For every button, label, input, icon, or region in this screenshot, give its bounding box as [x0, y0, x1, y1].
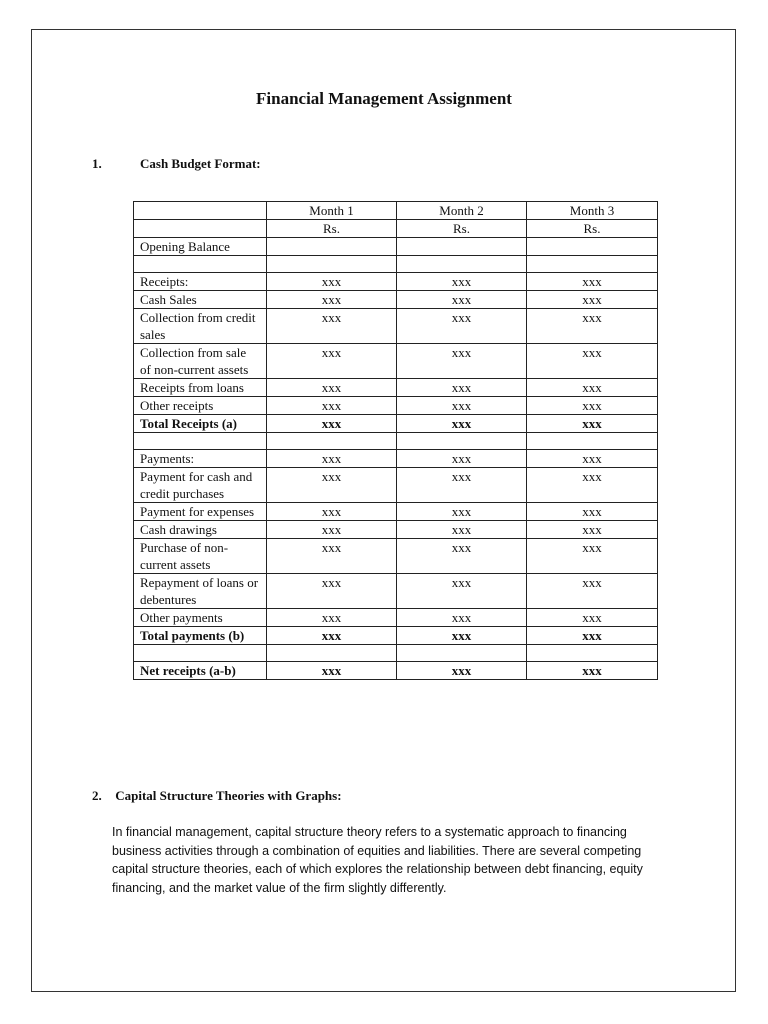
row-value-month-3 [527, 238, 658, 256]
row-label: Collection from sale of non-current assets [134, 344, 267, 379]
row-value-month-2 [397, 256, 527, 273]
table-row [134, 450, 658, 468]
row-value-month-3: xxx [527, 415, 658, 433]
table-row [134, 521, 658, 539]
row-value-month-2: xxx [397, 450, 527, 468]
row-label: Receipts: [134, 273, 267, 291]
row-value-month-2: xxx [397, 309, 527, 344]
table-row [134, 291, 658, 309]
document-title: Financial Management Assignment [256, 89, 512, 108]
row-value-month-2: xxx [397, 521, 527, 539]
row-value-month-2: xxx [397, 609, 527, 627]
row-value-month-2: xxx [397, 468, 527, 503]
units-cell-blank [134, 220, 267, 238]
row-value-month-1: xxx [267, 539, 397, 574]
row-value-month-2: xxx [397, 627, 527, 645]
units-month-1: Rs. [267, 220, 397, 238]
row-value-month-1: xxx [267, 415, 397, 433]
row-value-month-1: xxx [267, 521, 397, 539]
row-value-month-2: xxx [397, 291, 527, 309]
table-row [134, 256, 658, 273]
row-value-month-1: xxx [267, 309, 397, 344]
row-value-month-2 [397, 433, 527, 450]
table-row [134, 415, 658, 433]
row-value-month-3: xxx [527, 609, 658, 627]
row-label: Payment for cash and credit purchases [134, 468, 267, 503]
row-value-month-3: xxx [527, 450, 658, 468]
row-value-month-3 [527, 433, 658, 450]
table-row [134, 539, 658, 574]
row-value-month-3: xxx [527, 521, 658, 539]
row-label: Other receipts [134, 397, 267, 415]
row-label: Total Receipts (a) [134, 415, 267, 433]
row-label: Cash Sales [134, 291, 267, 309]
row-value-month-2: xxx [397, 662, 527, 680]
table-row [134, 379, 658, 397]
table-row [134, 309, 658, 344]
cash-budget-table [133, 201, 658, 680]
row-value-month-2: xxx [397, 273, 527, 291]
row-value-month-1: xxx [267, 379, 397, 397]
row-label: Repayment of loans or debentures [134, 574, 267, 609]
row-value-month-1: xxx [267, 468, 397, 503]
table-header-row [134, 202, 658, 220]
row-value-month-1: xxx [267, 450, 397, 468]
row-value-month-3 [527, 645, 658, 662]
row-value-month-1 [267, 238, 397, 256]
row-label: Payment for expenses [134, 503, 267, 521]
row-value-month-3: xxx [527, 344, 658, 379]
table-row [134, 273, 658, 291]
row-label [134, 433, 267, 450]
row-value-month-2: xxx [397, 539, 527, 574]
table-row [134, 468, 658, 503]
section-2-title: Capital Structure Theories with Graphs: [115, 788, 342, 803]
header-month-1: Month 1 [267, 202, 397, 220]
capital-structure-paragraph: In financial management, capital structure theory refers to a systematic approach to financing business activities through a combination of equities and liabilities. There are several competing capital structure theories, each of which explores the relationship between debt financing, equity financing, and the market value of the firm slightly differently. [112, 825, 643, 895]
table-row [134, 627, 658, 645]
header-cell-blank [134, 202, 267, 220]
row-value-month-2: xxx [397, 344, 527, 379]
units-month-3: Rs. [527, 220, 658, 238]
row-value-month-1: xxx [267, 609, 397, 627]
row-label: Other payments [134, 609, 267, 627]
units-month-2: Rs. [397, 220, 527, 238]
table-row [134, 433, 658, 450]
row-value-month-1: xxx [267, 273, 397, 291]
table-row [134, 344, 658, 379]
row-value-month-2: xxx [397, 415, 527, 433]
header-month-2: Month 2 [397, 202, 527, 220]
row-value-month-3: xxx [527, 397, 658, 415]
row-value-month-3: xxx [527, 539, 658, 574]
section-1-number: 1. [92, 156, 102, 171]
row-label: Total payments (b) [134, 627, 267, 645]
row-label: Opening Balance [134, 238, 267, 256]
row-value-month-3: xxx [527, 662, 658, 680]
row-value-month-1: xxx [267, 397, 397, 415]
row-value-month-2: xxx [397, 503, 527, 521]
row-label: Payments: [134, 450, 267, 468]
section-2-number: 2. [92, 788, 102, 803]
row-label [134, 645, 267, 662]
row-value-month-1: xxx [267, 574, 397, 609]
table-row [134, 238, 658, 256]
row-value-month-1: xxx [267, 662, 397, 680]
row-label: Cash drawings [134, 521, 267, 539]
row-value-month-3: xxx [527, 627, 658, 645]
table-units-row [134, 220, 658, 238]
table-row [134, 503, 658, 521]
header-month-3: Month 3 [527, 202, 658, 220]
row-value-month-3: xxx [527, 468, 658, 503]
row-value-month-2: xxx [397, 379, 527, 397]
section-2-heading [92, 788, 342, 804]
table-row [134, 645, 658, 662]
table-row [134, 609, 658, 627]
row-value-month-3: xxx [527, 503, 658, 521]
row-value-month-3: xxx [527, 574, 658, 609]
table-row [134, 662, 658, 680]
row-label: Net receipts (a-b) [134, 662, 267, 680]
row-label: Purchase of non-current assets [134, 539, 267, 574]
row-value-month-2 [397, 645, 527, 662]
row-label: Receipts from loans [134, 379, 267, 397]
row-value-month-2: xxx [397, 574, 527, 609]
row-value-month-1 [267, 433, 397, 450]
table-row [134, 574, 658, 609]
row-label: Collection from credit sales [134, 309, 267, 344]
row-value-month-1: xxx [267, 344, 397, 379]
table-row [134, 397, 658, 415]
row-value-month-3: xxx [527, 291, 658, 309]
row-value-month-3 [527, 256, 658, 273]
row-value-month-1 [267, 256, 397, 273]
row-value-month-1 [267, 645, 397, 662]
row-value-month-3: xxx [527, 309, 658, 344]
row-value-month-3: xxx [527, 379, 658, 397]
row-value-month-1: xxx [267, 503, 397, 521]
row-value-month-1: xxx [267, 627, 397, 645]
row-value-month-2: xxx [397, 397, 527, 415]
row-value-month-2 [397, 238, 527, 256]
row-value-month-1: xxx [267, 291, 397, 309]
section-1-title: Cash Budget Format: [140, 156, 261, 171]
row-label [134, 256, 267, 273]
row-value-month-3: xxx [527, 273, 658, 291]
